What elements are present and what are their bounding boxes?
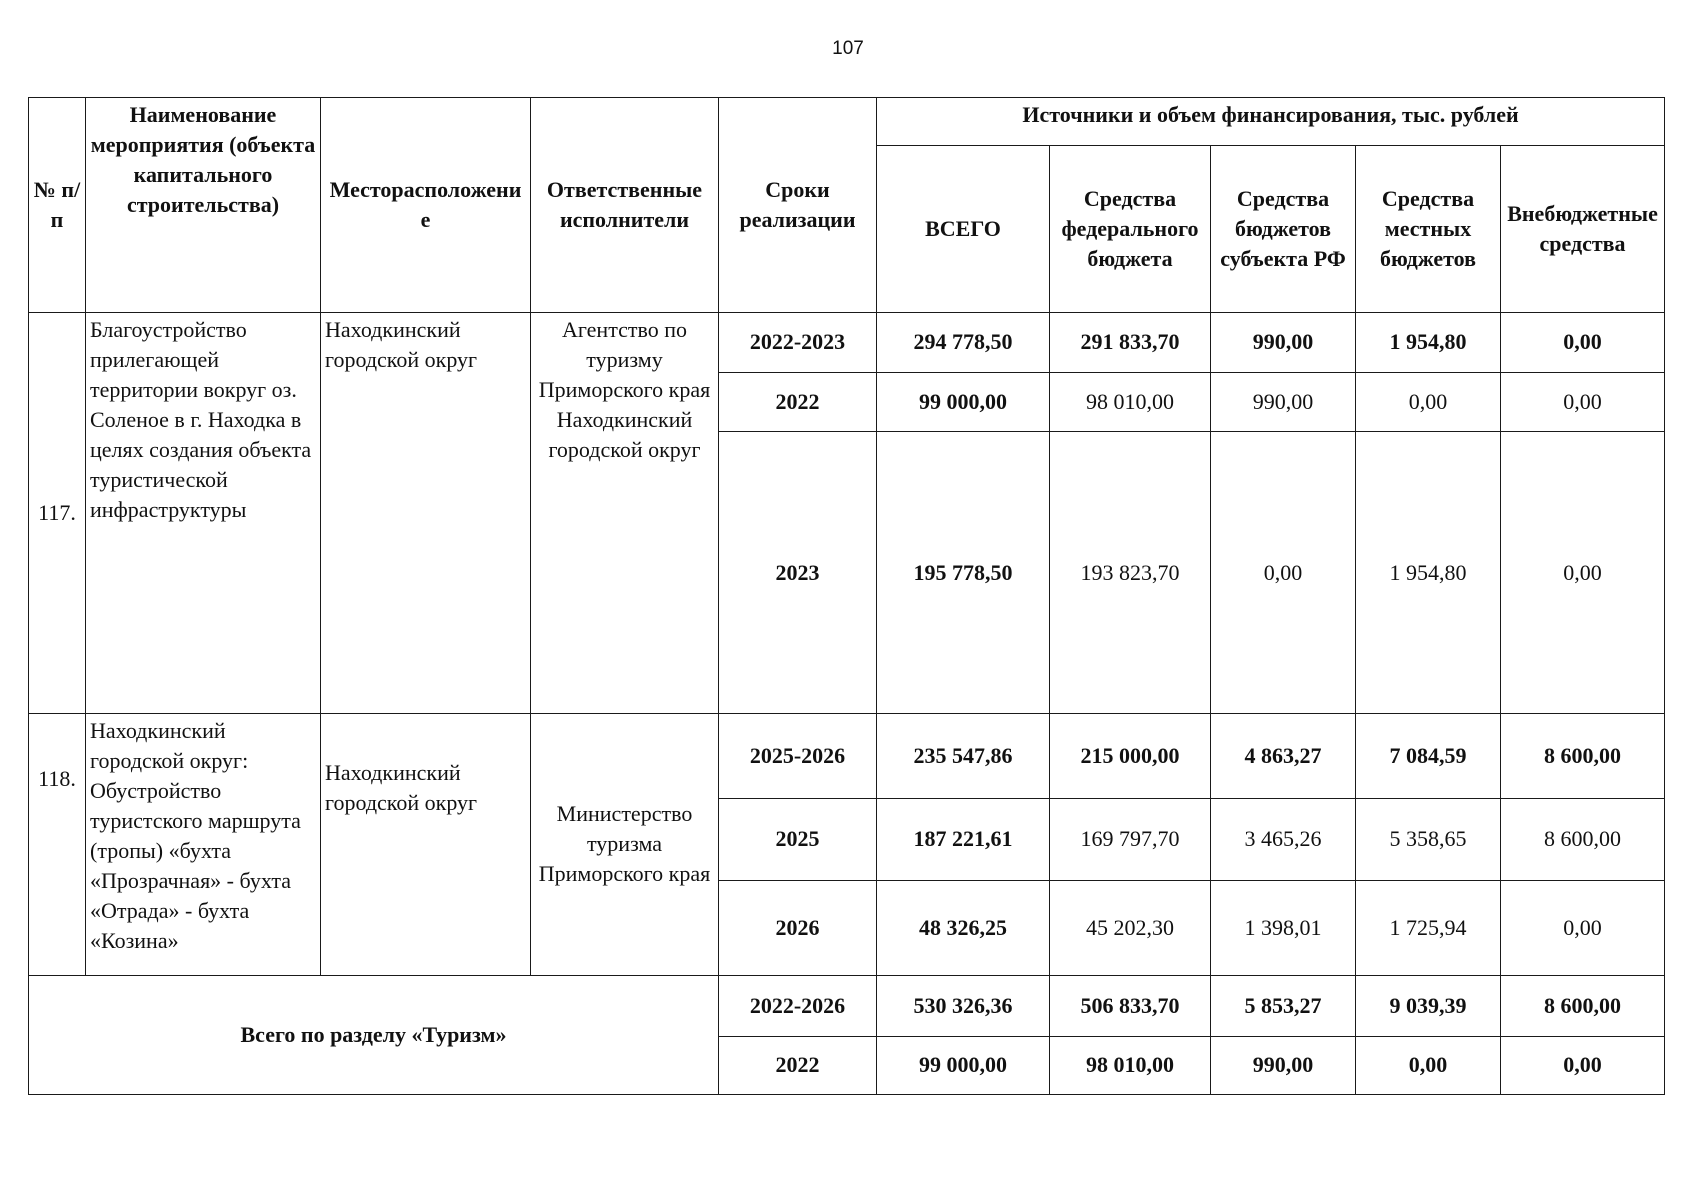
regional-cell: 3 465,26	[1211, 798, 1356, 880]
header-funding: Источники и объем финансирования, тыс. рублей	[877, 98, 1665, 146]
regional-cell: 990,00	[1211, 373, 1356, 432]
local-cell: 5 358,65	[1356, 798, 1501, 880]
item-name: Благоустройство прилегающей территории вокруг оз. Соленое в г. Находка в целях создания объекта туристической инфраструктуры	[86, 312, 321, 714]
total-cell: 294 778,50	[877, 312, 1050, 372]
federal-cell: 215 000,00	[1050, 714, 1211, 798]
federal-cell: 291 833,70	[1050, 312, 1211, 372]
local-cell: 1 725,94	[1356, 881, 1501, 976]
total-cell: 48 326,25	[877, 881, 1050, 976]
offbudget-cell: 8 600,00	[1501, 714, 1665, 798]
table-row	[29, 312, 1665, 372]
period-cell: 2022-2026	[719, 976, 877, 1036]
local-cell: 7 084,59	[1356, 714, 1501, 798]
regional-cell: 5 853,27	[1211, 976, 1356, 1036]
total-cell: 195 778,50	[877, 432, 1050, 714]
summary-label: Всего по разделу «Туризм»	[29, 976, 719, 1095]
period-cell: 2022	[719, 373, 877, 432]
local-cell: 9 039,39	[1356, 976, 1501, 1036]
period-cell: 2022	[719, 1036, 877, 1094]
table-row	[29, 714, 1665, 798]
total-cell: 187 221,61	[877, 798, 1050, 880]
header-local: Средства местных бюджетов	[1356, 146, 1501, 313]
header-num: № п/п	[29, 98, 86, 313]
federal-cell: 506 833,70	[1050, 976, 1211, 1036]
header-federal: Средства федерального бюджета	[1050, 146, 1211, 313]
offbudget-cell: 0,00	[1501, 312, 1665, 372]
offbudget-cell: 0,00	[1501, 373, 1665, 432]
header-row-1	[29, 98, 1665, 146]
period-cell: 2022-2023	[719, 312, 877, 372]
header-name: Наименование мероприятия (объекта капитального строительства)	[86, 98, 321, 313]
federal-cell: 45 202,30	[1050, 881, 1211, 976]
period-cell: 2025-2026	[719, 714, 877, 798]
offbudget-cell: 0,00	[1501, 432, 1665, 714]
header-period: Сроки реализации	[719, 98, 877, 313]
period-cell: 2026	[719, 881, 877, 976]
item-executors: Министерство туризма Приморского края	[531, 714, 719, 976]
item-executors: Агентство по туризму Приморского края Находкинский городской округ	[531, 312, 719, 714]
page-number: 107	[832, 38, 864, 59]
total-cell: 99 000,00	[877, 1036, 1050, 1094]
header-offbudget: Внебюджетные средства	[1501, 146, 1665, 313]
item-location: Находкинский городской округ	[321, 714, 531, 976]
period-cell: 2025	[719, 798, 877, 880]
regional-cell: 990,00	[1211, 312, 1356, 372]
offbudget-cell: 8 600,00	[1501, 976, 1665, 1036]
regional-cell: 0,00	[1211, 432, 1356, 714]
header-total: ВСЕГО	[877, 146, 1050, 313]
local-cell: 1 954,80	[1356, 432, 1501, 714]
federal-cell: 98 010,00	[1050, 1036, 1211, 1094]
local-cell: 1 954,80	[1356, 312, 1501, 372]
header-executors: Ответственные исполнители	[531, 98, 719, 313]
offbudget-cell: 8 600,00	[1501, 798, 1665, 880]
item-num: 117.	[29, 312, 86, 714]
offbudget-cell: 0,00	[1501, 881, 1665, 976]
regional-cell: 4 863,27	[1211, 714, 1356, 798]
summary-row	[29, 976, 1665, 1036]
federal-cell: 98 010,00	[1050, 373, 1211, 432]
header-location: Месторасположение	[321, 98, 531, 313]
total-cell: 99 000,00	[877, 373, 1050, 432]
federal-cell: 193 823,70	[1050, 432, 1211, 714]
offbudget-cell: 0,00	[1501, 1036, 1665, 1094]
item-num: 118.	[29, 714, 86, 976]
regional-cell: 990,00	[1211, 1036, 1356, 1094]
funding-table	[28, 97, 1665, 1095]
item-name: Находкинский городской округ: Обустройство туристского маршрута (тропы) «бухта «Прозрачная» - бухта «Отрада» - бухта «Козина»	[86, 714, 321, 976]
item-location: Находкинский городской округ	[321, 312, 531, 714]
total-cell: 235 547,86	[877, 714, 1050, 798]
period-cell: 2023	[719, 432, 877, 714]
local-cell: 0,00	[1356, 373, 1501, 432]
federal-cell: 169 797,70	[1050, 798, 1211, 880]
local-cell: 0,00	[1356, 1036, 1501, 1094]
header-regional: Средства бюджетов субъекта РФ	[1211, 146, 1356, 313]
total-cell: 530 326,36	[877, 976, 1050, 1036]
regional-cell: 1 398,01	[1211, 881, 1356, 976]
